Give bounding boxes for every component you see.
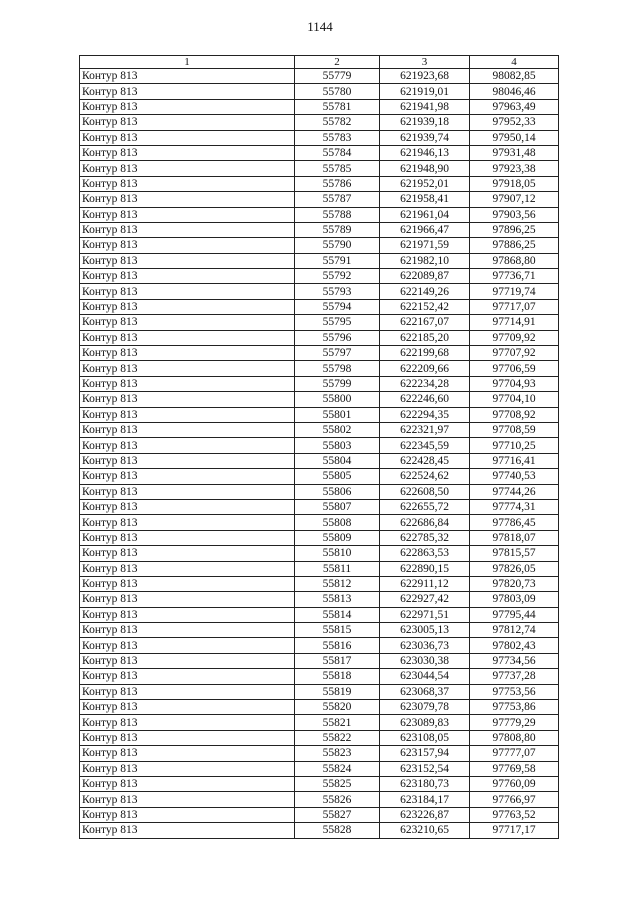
y-coordinate-cell: 97706,59 xyxy=(470,361,559,376)
x-coordinate-cell: 622152,42 xyxy=(380,299,470,314)
table-row xyxy=(80,84,559,99)
table-row xyxy=(80,530,559,545)
x-coordinate-cell: 623184,17 xyxy=(380,792,470,807)
y-coordinate-cell: 97744,26 xyxy=(470,484,559,499)
point-number-cell: 55810 xyxy=(295,546,380,561)
x-coordinate-cell: 622686,84 xyxy=(380,515,470,530)
table-row xyxy=(80,684,559,699)
column-header: 3 xyxy=(380,56,470,69)
x-coordinate-cell: 622971,51 xyxy=(380,607,470,622)
contour-name-cell: Контур 813 xyxy=(80,700,295,715)
contour-name-cell: Контур 813 xyxy=(80,469,295,484)
x-coordinate-cell: 623157,94 xyxy=(380,746,470,761)
table-row xyxy=(80,776,559,791)
y-coordinate-cell: 97717,07 xyxy=(470,299,559,314)
point-number-cell: 55812 xyxy=(295,576,380,591)
y-coordinate-cell: 97708,59 xyxy=(470,422,559,437)
x-coordinate-cell: 621919,01 xyxy=(380,84,470,99)
x-coordinate-cell: 622911,12 xyxy=(380,576,470,591)
contour-name-cell: Контур 813 xyxy=(80,576,295,591)
y-coordinate-cell: 97952,33 xyxy=(470,115,559,130)
point-number-cell: 55819 xyxy=(295,684,380,699)
y-coordinate-cell: 97704,93 xyxy=(470,376,559,391)
contour-name-cell: Контур 813 xyxy=(80,653,295,668)
table-row xyxy=(80,284,559,299)
y-coordinate-cell: 97808,80 xyxy=(470,730,559,745)
point-number-cell: 55827 xyxy=(295,807,380,822)
contour-name-cell: Контур 813 xyxy=(80,746,295,761)
table-row xyxy=(80,361,559,376)
y-coordinate-cell: 97763,52 xyxy=(470,807,559,822)
contour-name-cell: Контур 813 xyxy=(80,761,295,776)
contour-name-cell: Контур 813 xyxy=(80,607,295,622)
table-row xyxy=(80,176,559,191)
y-coordinate-cell: 97826,05 xyxy=(470,561,559,576)
y-coordinate-cell: 98082,85 xyxy=(470,69,559,84)
point-number-cell: 55808 xyxy=(295,515,380,530)
table-row xyxy=(80,207,559,222)
point-number-cell: 55814 xyxy=(295,607,380,622)
table-row xyxy=(80,561,559,576)
point-number-cell: 55790 xyxy=(295,238,380,253)
contour-name-cell: Контур 813 xyxy=(80,684,295,699)
x-coordinate-cell: 623005,13 xyxy=(380,623,470,638)
x-coordinate-cell: 621958,41 xyxy=(380,192,470,207)
contour-name-cell: Контур 813 xyxy=(80,515,295,530)
table-row xyxy=(80,607,559,622)
point-number-cell: 55804 xyxy=(295,453,380,468)
table-row xyxy=(80,407,559,422)
point-number-cell: 55800 xyxy=(295,392,380,407)
point-number-cell: 55820 xyxy=(295,700,380,715)
point-number-cell: 55792 xyxy=(295,269,380,284)
contour-name-cell: Контур 813 xyxy=(80,176,295,191)
y-coordinate-cell: 97710,25 xyxy=(470,438,559,453)
point-number-cell: 55785 xyxy=(295,161,380,176)
x-coordinate-cell: 623089,83 xyxy=(380,715,470,730)
contour-name-cell: Контур 813 xyxy=(80,299,295,314)
x-coordinate-cell: 622428,45 xyxy=(380,453,470,468)
point-number-cell: 55821 xyxy=(295,715,380,730)
table-row xyxy=(80,484,559,499)
contour-name-cell: Контур 813 xyxy=(80,776,295,791)
point-number-cell: 55823 xyxy=(295,746,380,761)
contour-name-cell: Контур 813 xyxy=(80,453,295,468)
x-coordinate-cell: 622234,28 xyxy=(380,376,470,391)
point-number-cell: 55806 xyxy=(295,484,380,499)
x-coordinate-cell: 623210,65 xyxy=(380,823,470,838)
contour-name-cell: Контур 813 xyxy=(80,207,295,222)
point-number-cell: 55795 xyxy=(295,315,380,330)
y-coordinate-cell: 97907,12 xyxy=(470,192,559,207)
y-coordinate-cell: 97820,73 xyxy=(470,576,559,591)
x-coordinate-cell: 621961,04 xyxy=(380,207,470,222)
point-number-cell: 55807 xyxy=(295,499,380,514)
table-row xyxy=(80,638,559,653)
y-coordinate-cell: 97963,49 xyxy=(470,99,559,114)
y-coordinate-cell: 97707,92 xyxy=(470,346,559,361)
y-coordinate-cell: 97708,92 xyxy=(470,407,559,422)
y-coordinate-cell: 97714,91 xyxy=(470,315,559,330)
x-coordinate-cell: 623180,73 xyxy=(380,776,470,791)
table-row xyxy=(80,515,559,530)
point-number-cell: 55809 xyxy=(295,530,380,545)
y-coordinate-cell: 97740,53 xyxy=(470,469,559,484)
x-coordinate-cell: 622089,87 xyxy=(380,269,470,284)
y-coordinate-cell: 97709,92 xyxy=(470,330,559,345)
coordinates-table xyxy=(79,55,559,839)
x-coordinate-cell: 623226,87 xyxy=(380,807,470,822)
x-coordinate-cell: 623079,78 xyxy=(380,700,470,715)
table-row xyxy=(80,592,559,607)
point-number-cell: 55794 xyxy=(295,299,380,314)
point-number-cell: 55796 xyxy=(295,330,380,345)
point-number-cell: 55786 xyxy=(295,176,380,191)
table-row xyxy=(80,715,559,730)
point-number-cell: 55803 xyxy=(295,438,380,453)
x-coordinate-cell: 622785,32 xyxy=(380,530,470,545)
contour-name-cell: Контур 813 xyxy=(80,315,295,330)
contour-name-cell: Контур 813 xyxy=(80,592,295,607)
table-row xyxy=(80,469,559,484)
x-coordinate-cell: 622345,59 xyxy=(380,438,470,453)
table-row xyxy=(80,69,559,84)
x-coordinate-cell: 622167,07 xyxy=(380,315,470,330)
point-number-cell: 55825 xyxy=(295,776,380,791)
y-coordinate-cell: 97886,25 xyxy=(470,238,559,253)
contour-name-cell: Контур 813 xyxy=(80,530,295,545)
table-row xyxy=(80,422,559,437)
table-row xyxy=(80,730,559,745)
table-row xyxy=(80,807,559,822)
contour-name-cell: Контур 813 xyxy=(80,623,295,638)
y-coordinate-cell: 97704,10 xyxy=(470,392,559,407)
x-coordinate-cell: 621946,13 xyxy=(380,145,470,160)
y-coordinate-cell: 97802,43 xyxy=(470,638,559,653)
y-coordinate-cell: 97736,71 xyxy=(470,269,559,284)
contour-name-cell: Контур 813 xyxy=(80,145,295,160)
point-number-cell: 55816 xyxy=(295,638,380,653)
table-row xyxy=(80,746,559,761)
point-number-cell: 55780 xyxy=(295,84,380,99)
table-row xyxy=(80,115,559,130)
y-coordinate-cell: 97760,09 xyxy=(470,776,559,791)
point-number-cell: 55815 xyxy=(295,623,380,638)
point-number-cell: 55813 xyxy=(295,592,380,607)
point-number-cell: 55783 xyxy=(295,130,380,145)
y-coordinate-cell: 97818,07 xyxy=(470,530,559,545)
table-row xyxy=(80,438,559,453)
y-coordinate-cell: 97795,44 xyxy=(470,607,559,622)
contour-name-cell: Контур 813 xyxy=(80,669,295,684)
contour-name-cell: Контур 813 xyxy=(80,346,295,361)
table-row xyxy=(80,700,559,715)
contour-name-cell: Контур 813 xyxy=(80,284,295,299)
x-coordinate-cell: 622185,20 xyxy=(380,330,470,345)
table-row xyxy=(80,130,559,145)
y-coordinate-cell: 98046,46 xyxy=(470,84,559,99)
point-number-cell: 55805 xyxy=(295,469,380,484)
table-row xyxy=(80,669,559,684)
x-coordinate-cell: 622890,15 xyxy=(380,561,470,576)
table-row xyxy=(80,299,559,314)
column-header: 1 xyxy=(80,56,295,69)
y-coordinate-cell: 97896,25 xyxy=(470,222,559,237)
y-coordinate-cell: 97753,86 xyxy=(470,700,559,715)
y-coordinate-cell: 97903,56 xyxy=(470,207,559,222)
table-row xyxy=(80,392,559,407)
point-number-cell: 55826 xyxy=(295,792,380,807)
page-number: 1144 xyxy=(307,19,333,34)
column-header: 2 xyxy=(295,56,380,69)
table-row xyxy=(80,576,559,591)
contour-name-cell: Контур 813 xyxy=(80,438,295,453)
table-row xyxy=(80,269,559,284)
contour-name-cell: Контур 813 xyxy=(80,376,295,391)
contour-name-cell: Контур 813 xyxy=(80,484,295,499)
y-coordinate-cell: 97737,28 xyxy=(470,669,559,684)
contour-name-cell: Контур 813 xyxy=(80,823,295,838)
table-row xyxy=(80,253,559,268)
x-coordinate-cell: 622863,53 xyxy=(380,546,470,561)
y-coordinate-cell: 97766,97 xyxy=(470,792,559,807)
table-row xyxy=(80,376,559,391)
contour-name-cell: Контур 813 xyxy=(80,330,295,345)
point-number-cell: 55828 xyxy=(295,823,380,838)
contour-name-cell: Контур 813 xyxy=(80,253,295,268)
x-coordinate-cell: 622294,35 xyxy=(380,407,470,422)
point-number-cell: 55799 xyxy=(295,376,380,391)
y-coordinate-cell: 97950,14 xyxy=(470,130,559,145)
x-coordinate-cell: 621923,68 xyxy=(380,69,470,84)
point-number-cell: 55782 xyxy=(295,115,380,130)
point-number-cell: 55779 xyxy=(295,69,380,84)
contour-name-cell: Контур 813 xyxy=(80,222,295,237)
table-row xyxy=(80,499,559,514)
contour-name-cell: Контур 813 xyxy=(80,792,295,807)
y-coordinate-cell: 97717,17 xyxy=(470,823,559,838)
x-coordinate-cell: 623036,73 xyxy=(380,638,470,653)
x-coordinate-cell: 621982,10 xyxy=(380,253,470,268)
y-coordinate-cell: 97918,05 xyxy=(470,176,559,191)
column-header: 4 xyxy=(470,56,559,69)
point-number-cell: 55787 xyxy=(295,192,380,207)
point-number-cell: 55784 xyxy=(295,145,380,160)
x-coordinate-cell: 622209,66 xyxy=(380,361,470,376)
y-coordinate-cell: 97812,74 xyxy=(470,623,559,638)
x-coordinate-cell: 621971,59 xyxy=(380,238,470,253)
contour-name-cell: Контур 813 xyxy=(80,238,295,253)
y-coordinate-cell: 97753,56 xyxy=(470,684,559,699)
contour-name-cell: Контур 813 xyxy=(80,407,295,422)
point-number-cell: 55793 xyxy=(295,284,380,299)
y-coordinate-cell: 97734,56 xyxy=(470,653,559,668)
table-header-row xyxy=(80,56,559,69)
contour-name-cell: Контур 813 xyxy=(80,730,295,745)
point-number-cell: 55824 xyxy=(295,761,380,776)
point-number-cell: 55791 xyxy=(295,253,380,268)
contour-name-cell: Контур 813 xyxy=(80,546,295,561)
contour-name-cell: Контур 813 xyxy=(80,715,295,730)
x-coordinate-cell: 622199,68 xyxy=(380,346,470,361)
x-coordinate-cell: 623044,54 xyxy=(380,669,470,684)
point-number-cell: 55822 xyxy=(295,730,380,745)
point-number-cell: 55801 xyxy=(295,407,380,422)
x-coordinate-cell: 622608,50 xyxy=(380,484,470,499)
table-row xyxy=(80,792,559,807)
x-coordinate-cell: 621948,90 xyxy=(380,161,470,176)
point-number-cell: 55817 xyxy=(295,653,380,668)
table-row xyxy=(80,546,559,561)
contour-name-cell: Контур 813 xyxy=(80,99,295,114)
contour-name-cell: Контур 813 xyxy=(80,561,295,576)
x-coordinate-cell: 621939,74 xyxy=(380,130,470,145)
contour-name-cell: Контур 813 xyxy=(80,269,295,284)
x-coordinate-cell: 621941,98 xyxy=(380,99,470,114)
x-coordinate-cell: 622524,62 xyxy=(380,469,470,484)
contour-name-cell: Контур 813 xyxy=(80,361,295,376)
table-row xyxy=(80,623,559,638)
y-coordinate-cell: 97923,38 xyxy=(470,161,559,176)
x-coordinate-cell: 622655,72 xyxy=(380,499,470,514)
table-row xyxy=(80,653,559,668)
x-coordinate-cell: 623152,54 xyxy=(380,761,470,776)
y-coordinate-cell: 97868,80 xyxy=(470,253,559,268)
y-coordinate-cell: 97774,31 xyxy=(470,499,559,514)
table-row xyxy=(80,330,559,345)
contour-name-cell: Контур 813 xyxy=(80,392,295,407)
x-coordinate-cell: 622246,60 xyxy=(380,392,470,407)
contour-name-cell: Контур 813 xyxy=(80,638,295,653)
table-row xyxy=(80,192,559,207)
table-row xyxy=(80,315,559,330)
contour-name-cell: Контур 813 xyxy=(80,192,295,207)
table-row xyxy=(80,161,559,176)
point-number-cell: 55811 xyxy=(295,561,380,576)
contour-name-cell: Контур 813 xyxy=(80,84,295,99)
table-row xyxy=(80,761,559,776)
table-row xyxy=(80,453,559,468)
contour-name-cell: Контур 813 xyxy=(80,807,295,822)
point-number-cell: 55789 xyxy=(295,222,380,237)
x-coordinate-cell: 621952,01 xyxy=(380,176,470,191)
table-row xyxy=(80,99,559,114)
table-row xyxy=(80,145,559,160)
y-coordinate-cell: 97803,09 xyxy=(470,592,559,607)
y-coordinate-cell: 97779,29 xyxy=(470,715,559,730)
contour-name-cell: Контур 813 xyxy=(80,69,295,84)
contour-name-cell: Контур 813 xyxy=(80,115,295,130)
x-coordinate-cell: 623108,05 xyxy=(380,730,470,745)
point-number-cell: 55797 xyxy=(295,346,380,361)
y-coordinate-cell: 97786,45 xyxy=(470,515,559,530)
x-coordinate-cell: 621939,18 xyxy=(380,115,470,130)
contour-name-cell: Контур 813 xyxy=(80,499,295,514)
x-coordinate-cell: 622321,97 xyxy=(380,422,470,437)
point-number-cell: 55818 xyxy=(295,669,380,684)
x-coordinate-cell: 622149,26 xyxy=(380,284,470,299)
table-body xyxy=(80,56,559,839)
table-row xyxy=(80,823,559,838)
y-coordinate-cell: 97716,41 xyxy=(470,453,559,468)
y-coordinate-cell: 97931,48 xyxy=(470,145,559,160)
table-row xyxy=(80,222,559,237)
x-coordinate-cell: 623030,38 xyxy=(380,653,470,668)
y-coordinate-cell: 97769,58 xyxy=(470,761,559,776)
table-row xyxy=(80,238,559,253)
contour-name-cell: Контур 813 xyxy=(80,130,295,145)
contour-name-cell: Контур 813 xyxy=(80,422,295,437)
x-coordinate-cell: 623068,37 xyxy=(380,684,470,699)
point-number-cell: 55781 xyxy=(295,99,380,114)
point-number-cell: 55798 xyxy=(295,361,380,376)
table-row xyxy=(80,346,559,361)
y-coordinate-cell: 97719,74 xyxy=(470,284,559,299)
point-number-cell: 55802 xyxy=(295,422,380,437)
x-coordinate-cell: 622927,42 xyxy=(380,592,470,607)
y-coordinate-cell: 97815,57 xyxy=(470,546,559,561)
x-coordinate-cell: 621966,47 xyxy=(380,222,470,237)
contour-name-cell: Контур 813 xyxy=(80,161,295,176)
y-coordinate-cell: 97777,07 xyxy=(470,746,559,761)
point-number-cell: 55788 xyxy=(295,207,380,222)
